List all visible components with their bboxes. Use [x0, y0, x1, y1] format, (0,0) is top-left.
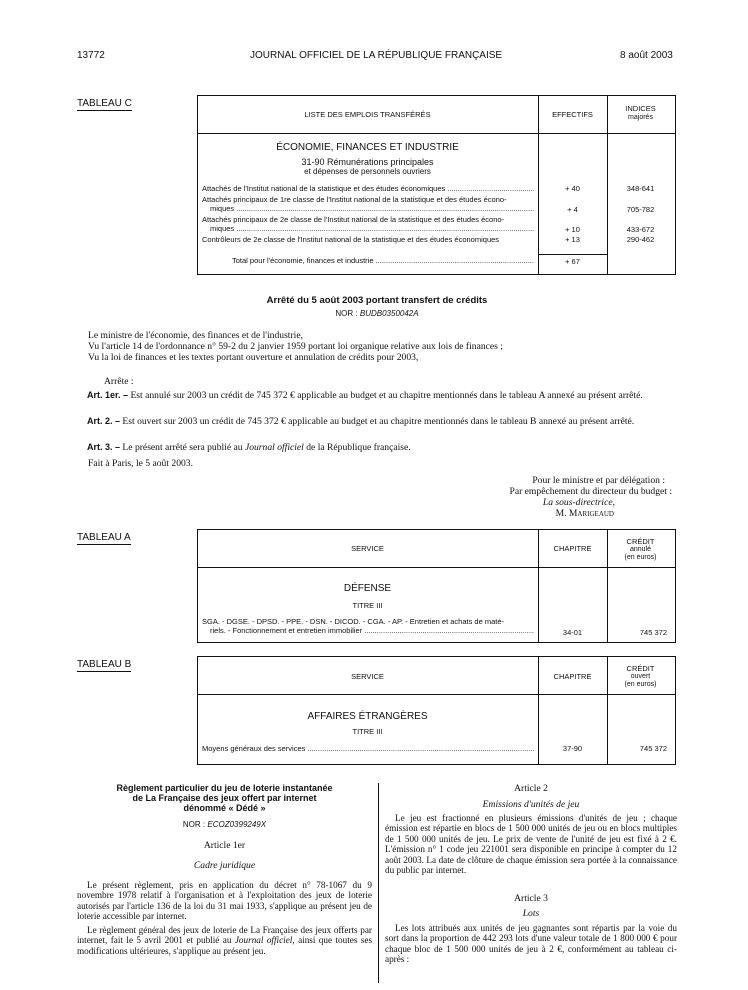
paragraph-text: ainsi que toutes ses modifications ultérieures, s'applique au présent jeu.	[77, 935, 373, 956]
effectifs-value: + 10	[565, 225, 580, 234]
article-2-label: Art. 2. –	[87, 416, 121, 426]
reglement-title-line: de La Française des jeux offert par internet	[132, 793, 317, 803]
article-heading: Article 3	[514, 893, 548, 904]
signature-surname: Marigeaud	[568, 508, 614, 519]
section-heading: DÉFENSE	[343, 583, 392, 594]
section-heading: AFFAIRES ÉTRANGÈRES	[307, 711, 428, 722]
chapter-heading: 31-90 Rémunérations principales	[301, 157, 434, 167]
indices-value: 290-462	[626, 235, 655, 244]
article-3-post: de la République française.	[306, 442, 411, 453]
column-header-list: LISTE DES EMPLOIS TRANSFÉRÉS	[304, 110, 431, 119]
article-heading: Article 1er	[203, 840, 246, 851]
signature-name	[470, 508, 700, 519]
reglement-article-2-p1: Le jeu est fractionné en plusieurs émissions d'unités de jeu ; chaque émission est répartie en blocs de 1 500 000 unités de jeu ou en blocs multiples de 1 500 000 unités de jeu. Le prix de vente de l'unité de jeu est fixé à 2 €. L'émission n° 1 code jeu 221001 sera disponible en principe à compter du 12 août 2003. La date de clôture de chaque émission sera portée à la connaissance du public par internet.	[385, 813, 677, 876]
indices-value: 433-672	[626, 225, 655, 234]
column-header-credit: CRÉDIT	[626, 537, 655, 546]
table-row: Contrôleurs de 2e classe de l'Institut national de la statistique et des études économiques	[202, 235, 500, 244]
reglement-title	[77, 783, 372, 813]
signature-block	[470, 475, 700, 519]
column-header-credit-unit: (en euros)	[624, 554, 657, 561]
column-header-credit-sub: annulé	[629, 546, 652, 553]
nor-value: BUDB0350042A	[359, 309, 419, 318]
column-header-credit-sub: ouvert	[630, 673, 651, 680]
effectifs-value: + 4	[567, 205, 578, 214]
table-row-cont: riels. - Fonctionnement et entretien immobilier .....	[210, 626, 534, 635]
nor-value: ECOZ0399249X	[207, 820, 267, 829]
column-header-indices-sub: majorés	[628, 114, 653, 121]
journal-title: JOURNAL OFFICIEL DE LA RÉPUBLIQUE FRANÇAISE	[250, 50, 503, 61]
reglement-title-line: dénommé « Dédé »	[183, 803, 266, 813]
article-1	[77, 390, 677, 401]
article-3-pre: Le présent arrêté sera publié au	[122, 442, 243, 453]
table-row-cont: miques .....	[210, 224, 534, 233]
reglement-article-3-p1: Les lots attribués aux unités de jeu gagnantes sont répartis par la voie du sort dans la proportion de 442 293 lots d'une valeur totale de 1 800 000 € pour chaque bloc de 1 500 000 unités de jeu à 2 €, conformément au tableau ci-après :	[385, 923, 677, 965]
indices-value: 705-782	[626, 205, 655, 214]
journal-officiel-italic: Journal officiel,	[234, 935, 295, 946]
chapitre-value: 37-90	[562, 744, 583, 753]
signature-prefix: M.	[555, 508, 567, 519]
column-header-credit-unit: (en euros)	[624, 681, 657, 688]
table-row: Attachés principaux de 1re classe de l'Institut national de la statistique et des études écono-	[202, 195, 507, 204]
signature-line: Par empêchement du directeur du budget :	[509, 486, 672, 497]
signature-title: La sous-directrice,	[542, 497, 615, 508]
intro-line: Le ministre de l'économie, des finances et de l'industrie,	[88, 330, 303, 341]
article-subheading: Lots	[522, 908, 540, 919]
article-3	[87, 442, 677, 453]
reglement-nor	[77, 820, 372, 829]
tableau-b-label: TABLEAU B	[77, 659, 132, 670]
credit-value: 745 372	[639, 744, 667, 753]
column-header-chapitre: CHAPITRE	[553, 544, 592, 553]
tableau-a-label: TABLEAU A	[77, 532, 131, 543]
article-subheading: Cadre juridique	[193, 860, 256, 871]
total-effectifs: + 67	[565, 257, 580, 266]
reglement-article-1-p1: Le présent règlement, pris en application du décret n° 78-1067 du 9 novembre 1978 relatif à l'organisation et à l'exploitation des jeux de loterie autorisés par l'article 136 de la loi du 31 mai 1933, s'applique au présent jeu de loterie accessible par internet.	[77, 880, 372, 922]
article-2	[77, 416, 677, 427]
arrete-title: Arrêté du 5 août 2003 portant transfert de crédits	[266, 295, 488, 306]
column-header-effectifs: EFFECTIFS	[552, 110, 593, 119]
paragraph-text: Le règlement général des jeux de loterie de La Française des jeux offerts par internet, fait le 5 avril 2001 et publié au	[77, 925, 372, 946]
intro-line: Vu l'article 14 de l'ordonnance n° 59-2 du 2 janvier 1959 portant loi organique relative aux lois de finances ;	[88, 341, 503, 352]
column-header-chapitre: CHAPITRE	[553, 672, 592, 681]
signature-line: Pour le ministre et par délégation :	[532, 475, 665, 486]
credit-value: 745 372	[639, 628, 667, 637]
table-row-cont: miques .....	[210, 204, 534, 213]
titre-heading: TITRE III	[352, 727, 383, 736]
article-subheading: Emissions d'unités de jeu	[482, 799, 580, 810]
tableau-c-label: TABLEAU C	[77, 98, 132, 109]
article-3-italic: Journal officiel	[244, 442, 304, 453]
article-3-label: Art. 3. –	[87, 442, 121, 452]
indices-value: 348-641	[626, 184, 655, 193]
arrete-intro	[88, 330, 678, 363]
column-header-service: SERVICE	[351, 672, 384, 681]
arrete-nor	[77, 309, 677, 318]
effectifs-value: + 40	[565, 184, 580, 193]
table-row: Moyens généraux des services .....	[202, 744, 534, 753]
chapter-subheading: et dépenses de personnels ouvriers	[304, 167, 431, 176]
fait-a-paris: Fait à Paris, le 5 août 2003.	[88, 458, 193, 469]
table-row: Attachés de l'Institut national de la statistique et des études économiques .....	[202, 184, 534, 193]
ministry-heading: ÉCONOMIE, FINANCES ET INDUSTRIE	[276, 142, 459, 153]
article-2-text: Est ouvert sur 2003 un crédit de 745 372 € applicable au budget et au chapitre mentionnés dans le tableau B annexé au présent arrêté.	[122, 416, 635, 427]
table-row: Attachés principaux de 2e classe de l'Institut national de la statistique et des études écono-	[202, 215, 505, 224]
article-1-text: Est annulé sur 2003 un crédit de 745 372 € applicable au budget et au chapitre mentionnés dans le tableau A annexé au présent arrêté.	[130, 390, 643, 401]
arrete-word: Arrête :	[104, 376, 134, 387]
intro-line: Vu la loi de finances et les textes portant ouverture et annulation de crédits pour 2003,	[88, 352, 419, 363]
table-row: SGA. - DGSE. - DPSD. - PPE. - DSN. - DICOD. - CGA. - AP. - Entretien et achats de maté-	[202, 617, 505, 626]
titre-heading: TITRE III	[352, 601, 383, 610]
nor-label: NOR :	[335, 309, 358, 318]
total-row: Total pour l'économie, finances et industrie .....	[232, 256, 534, 265]
page-number: 13772	[77, 50, 105, 61]
reglement-article-1-p2	[77, 925, 372, 956]
reglement-title-line: Règlement particulier du jeu de loterie instantanée	[116, 783, 333, 793]
issue-date: 8 août 2003	[620, 50, 673, 61]
chapitre-value: 34-01	[562, 628, 583, 637]
article-heading: Article 2	[514, 783, 548, 794]
column-header-indices: INDICES	[625, 104, 656, 113]
column-header-credit: CRÉDIT	[626, 664, 655, 673]
article-1-label: Art. 1er. –	[87, 390, 129, 400]
effectifs-value: + 13	[565, 235, 580, 244]
column-header-service: SERVICE	[351, 544, 384, 553]
nor-label: NOR :	[182, 820, 206, 829]
signature-line	[470, 497, 700, 508]
